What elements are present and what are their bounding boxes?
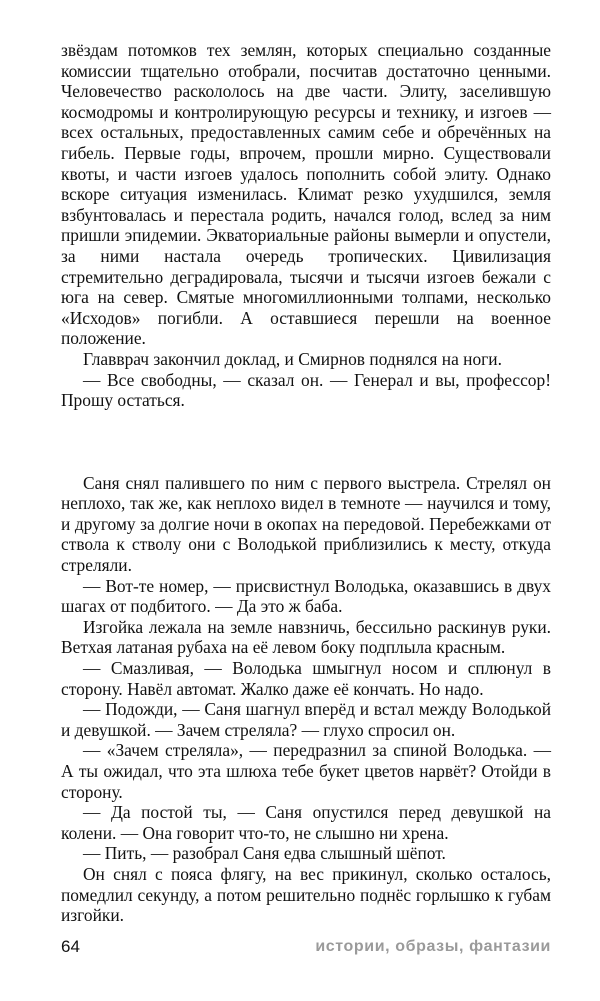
section-break: [61, 411, 551, 473]
page-body: [61, 40, 551, 926]
paragraph: Он снял с пояса флягу, на вес прикинул, сколько осталось, помедлил секунду, а потом решительно поднёс горлышко к губам изгойки.: [61, 863, 551, 926]
paragraph: — «Зачем стреляла», — передразнил за спиной Володька. — А ты ожидал, что эта шлюха тебе букет цветов нарвёт? Отойди в сторону.: [61, 740, 551, 802]
paragraph: — Смазливая, — Володька шмыгнул носом и сплюнул в сторону. Навёл автомат. Жалко даже её кончать. Но надо.: [61, 658, 551, 699]
paragraph: — Да постой ты, — Саня опустился перед девушкой на колени. — Она говорит что-то, не слышно ни хрена.: [61, 802, 551, 843]
page-number: 64: [61, 937, 80, 956]
paragraph: Главврач закончил доклад, и Смирнов поднялся на ноги.: [83, 348, 502, 369]
paragraph: звёздам потомков тех землян, которых специально созданные комиссии тщательно отобрали, посчитав достаточно ценными. Человечество раскололось на две части. Элиту, заселившую космодромы и контролирующую ресурсы и технику, и изгоев — всех остальных, предоставленных самим себе и обречённых на гибель. Первые годы, впрочем, прошли мирно. Существовали квоты, и части изгоев удалось пополнить собой элиту. Однако вскоре ситуация изменилась. Климат резко ухудшился, земля взбунтовалась и перестала родить, начался голод, вслед за ним пришли эпидемии. Экваториальные районы вымерли и опустели, за ними настала очередь тропических. Цивилизация стремительно деградировала, тысячи и тысячи изгоев бежали с юга на север. Смятые многомиллионными толпами, несколько «Исходов» погибли. А оставшиеся перешли на военное положение.: [61, 40, 551, 349]
paragraph: — Пить, — разобрал Саня едва слышный шёпот.: [83, 843, 446, 864]
running-title: истории, образы, фантазии: [315, 938, 551, 955]
paragraph: — Все свободны, — сказал он. — Генерал и вы, профессор! Прошу остаться.: [61, 369, 551, 411]
paragraph: — Вот-те номер, — присвистнул Володька, оказавшись в двух шагах от подбитого. — Да это ж баба.: [61, 575, 551, 617]
paragraph: Саня снял палившего по ним с первого выстрела. Стрелял он неплохо, так же, как неплохо видел в темноте — научился и тому, и другому за долгие ночи в окопах на передовой. Перебежками от ствола к стволу они с Володькой приблизились к месту, откуда стреляли.: [61, 472, 551, 576]
paragraph: — Подожди, — Саня шагнул вперёд и встал между Володькой и девушкой. — Зачем стреляла? — глухо спросил он.: [61, 699, 551, 740]
section-one: [61, 40, 551, 411]
paragraph: Изгойка лежала на земле навзничь, бессильно раскинув руки. Ветхая латаная рубаха на её левом боку подплыла красным.: [61, 616, 551, 658]
section-two: [61, 473, 551, 926]
page-footer: [61, 936, 551, 960]
